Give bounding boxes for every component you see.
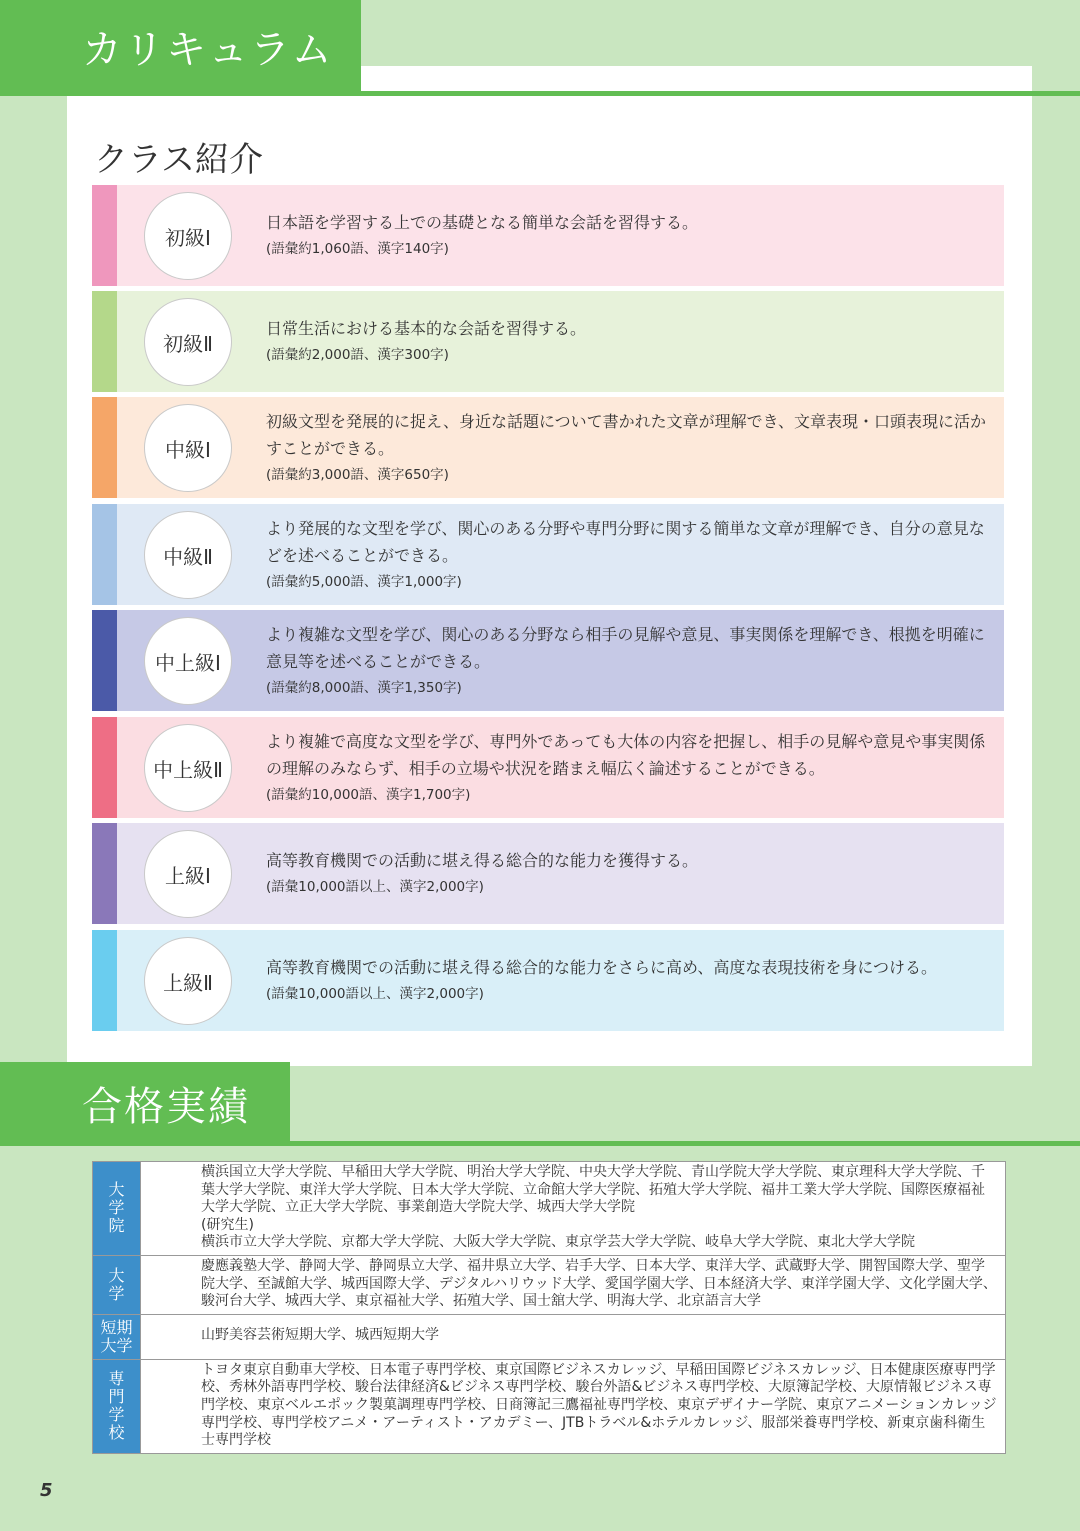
class-description-block [266, 185, 986, 286]
results-title: 合格実績 [82, 1083, 250, 1130]
results-school-line: (研究生) [201, 1216, 254, 1233]
results-row [93, 1314, 1006, 1359]
class-vocab: (語彙約10,000語、漢字1,700字) [266, 786, 471, 803]
class-vocab: (語彙約1,060語、漢字140字) [266, 241, 449, 257]
class-row [92, 185, 1004, 286]
results-category: 専 門 学 校 [93, 1359, 141, 1453]
results-row [93, 1255, 1006, 1314]
class-row [92, 397, 1004, 498]
class-level-badge: 中級Ⅱ [144, 511, 232, 599]
class-row [92, 823, 1004, 924]
class-description-block [266, 504, 986, 605]
class-description-block [266, 717, 986, 818]
class-description: 日常生活における基本的な会話を習得する。 [266, 319, 587, 338]
class-color-bar [92, 397, 117, 498]
class-row [92, 610, 1004, 711]
results-category: 大 学 [93, 1255, 141, 1314]
class-description-block [266, 291, 986, 392]
class-section-title: クラス紹介 [94, 140, 263, 180]
class-description: より複雑で高度な文型を学び、専門外であっても大体の内容を把握し、相手の見解や意見や事実関係の理解のみならず、相手の立場や状況を踏まえ幅広く論述することができる。 [266, 731, 986, 778]
class-row [92, 717, 1004, 818]
results-school-line: 横浜市立大学大学院、京都大学大学院、大阪大学大学院、東京学芸大学大学院、岐阜大学大学院、東北大学大学院 [201, 1234, 915, 1251]
curriculum-header-tab [0, 0, 361, 93]
class-description: より複雑な文型を学び、関心のある分野なら相手の見解や意見、事実関係を理解でき、根拠を明確に意見等を述べることができる。 [266, 624, 985, 671]
results-row [93, 1359, 1006, 1453]
results-category: 短期 大学 [93, 1314, 141, 1359]
results-school-line: トヨタ東京自動車大学校、日本電子専門学校、東京国際ビジネスカレッジ、早稲田国際ビジネスカレッジ、日本健康医療専門学校、秀林外語専門学校、駿台法律経済&ビジネス専門学校、駿台外語&ビジネス専門学校、大原簿記学校、大原情報ビジネス専門学校、東京ベルエポック製菓調理専門学校、日商簿記三鷹福祉専門学校、東京デザイナー学院、東京アニメーションカレッジ専門学校、専門学校アニメ・アーティスト・アカデミー、JTBトラベル&ホテルカレッジ、服部栄養専門学校、新東京歯科衛生士専門学校 [201, 1361, 997, 1449]
class-row [92, 504, 1004, 605]
results-header-tab [0, 1062, 290, 1144]
results-schools [141, 1359, 1006, 1453]
class-vocab: (語彙10,000語以上、漢字2,000字) [266, 986, 484, 1002]
results-school-line: 山野美容芸術短期大学、城西短期大学 [201, 1327, 439, 1344]
class-vocab: (語彙約3,000語、漢字650字) [266, 466, 449, 483]
class-description: 高等教育機関での活動に堪え得る総合的な能力を獲得する。 [266, 851, 699, 870]
class-description-block [266, 930, 986, 1031]
class-vocab: (語彙約2,000語、漢字300字) [266, 347, 449, 363]
results-schools [141, 1162, 1006, 1256]
results-schools [141, 1314, 1006, 1359]
class-description: より発展的な文型を学び、関心のある分野や専門分野に関する簡単な文章が理解でき、自分の意見などを述べることができる。 [266, 518, 985, 565]
class-color-bar [92, 823, 117, 924]
class-level-badge: 初級Ⅰ [144, 192, 232, 280]
class-color-bar [92, 504, 117, 605]
results-category: 大 学 院 [93, 1162, 141, 1256]
class-color-bar [92, 930, 117, 1031]
class-vocab: (語彙10,000語以上、漢字2,000字) [266, 879, 484, 895]
page-number: 5 [40, 1480, 53, 1501]
results-table [92, 1161, 1006, 1454]
class-row [92, 291, 1004, 392]
class-description-block [266, 823, 986, 924]
results-school-line: 慶應義塾大学、静岡大学、静岡県立大学、福井県立大学、岩手大学、日本大学、東洋大学、武蔵野大学、開智国際大学、聖学院大学、至誠館大学、城西国際大学、デジタルハリウッド大学、愛国学園大学、日本経済大学、東洋学園大学、文化学園大学、駿河台大学、城西大学、東京福祉大学、拓殖大学、国士舘大学、明海大学、北京語言大学 [201, 1257, 997, 1310]
class-description: 高等教育機関での活動に堪え得る総合的な能力をさらに高め、高度な表現技術を身につける。 [266, 958, 938, 977]
class-level-badge: 中上級Ⅱ [144, 724, 232, 812]
class-description-block [266, 397, 986, 498]
class-color-bar [92, 185, 117, 286]
class-row [92, 930, 1004, 1031]
curriculum-title: カリキュラム [82, 27, 334, 73]
class-level-badge: 上級Ⅰ [144, 830, 232, 918]
results-rule [0, 1141, 1080, 1146]
class-level-badge: 上級Ⅱ [144, 937, 232, 1025]
class-description-block [266, 610, 986, 711]
class-level-badge: 中上級Ⅰ [144, 617, 232, 705]
results-row [93, 1162, 1006, 1256]
results-school-line: 横浜国立大学大学院、早稲田大学大学院、明治大学大学院、中央大学大学院、青山学院大学大学院、東京理科大学大学院、千葉大学大学院、東洋大学大学院、日本大学大学院、立命館大学大学院、拓殖大学大学院、福井工業大学大学院、国際医療福祉大学大学院、立正大学大学院、事業創造大学院大学、城西大学大学院 [201, 1164, 985, 1216]
class-level-badge: 中級Ⅰ [144, 404, 232, 492]
class-vocab: (語彙約5,000語、漢字1,000字) [266, 573, 462, 590]
class-level-badge: 初級Ⅱ [144, 298, 232, 386]
class-color-bar [92, 291, 117, 392]
class-color-bar [92, 717, 117, 818]
results-schools [141, 1255, 1006, 1314]
class-description: 日本語を学習する上での基礎となる簡単な会話を習得する。 [266, 213, 699, 232]
class-vocab: (語彙約8,000語、漢字1,350字) [266, 679, 462, 696]
class-description: 初級文型を発展的に捉え、身近な話題について書かれた文章が理解でき、文章表現・口頭表現に活かすことができる。 [266, 411, 987, 458]
header-rule [0, 91, 1080, 96]
class-color-bar [92, 610, 117, 711]
